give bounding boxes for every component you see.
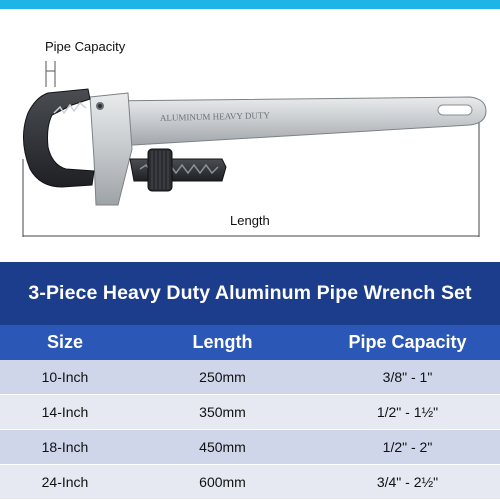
cell-size: 18-Inch — [41, 439, 89, 455]
cell-pipe-capacity: 1/2" - 2" — [382, 439, 433, 455]
length-label: Length — [230, 213, 270, 228]
cell-pipe-capacity: 1/2" - 1½" — [376, 404, 439, 420]
pipe-capacity-label: Pipe Capacity — [45, 39, 126, 54]
table-header-row — [0, 325, 500, 360]
cell-length: 250mm — [199, 369, 246, 385]
table-row — [0, 360, 500, 395]
engraving-text: ALUMINUM HEAVY DUTY — [159, 110, 271, 123]
table-body — [0, 360, 500, 500]
cell-pipe-capacity: 3/4" - 2½" — [376, 474, 439, 490]
header-size: Size — [46, 332, 84, 352]
top-accent-strip — [0, 0, 500, 9]
cell-length: 450mm — [199, 439, 246, 455]
cell-size: 24-Inch — [41, 474, 89, 490]
header-length: Length — [192, 332, 253, 352]
specs-table — [0, 262, 500, 500]
cell-size: 14-Inch — [41, 404, 89, 420]
header-pipe-capacity: Pipe Capacity — [348, 332, 467, 352]
table-row — [0, 395, 500, 430]
cell-length: 350mm — [199, 404, 246, 420]
wrench-diagram — [0, 9, 500, 260]
cell-pipe-capacity: 3/8" - 1" — [382, 369, 433, 385]
cell-length: 600mm — [199, 474, 246, 490]
cell-size: 10-Inch — [41, 369, 89, 385]
table-row — [0, 465, 500, 500]
table-title: 3-Piece Heavy Duty Aluminum Pipe Wrench Set — [28, 282, 472, 304]
table-row — [0, 430, 500, 465]
